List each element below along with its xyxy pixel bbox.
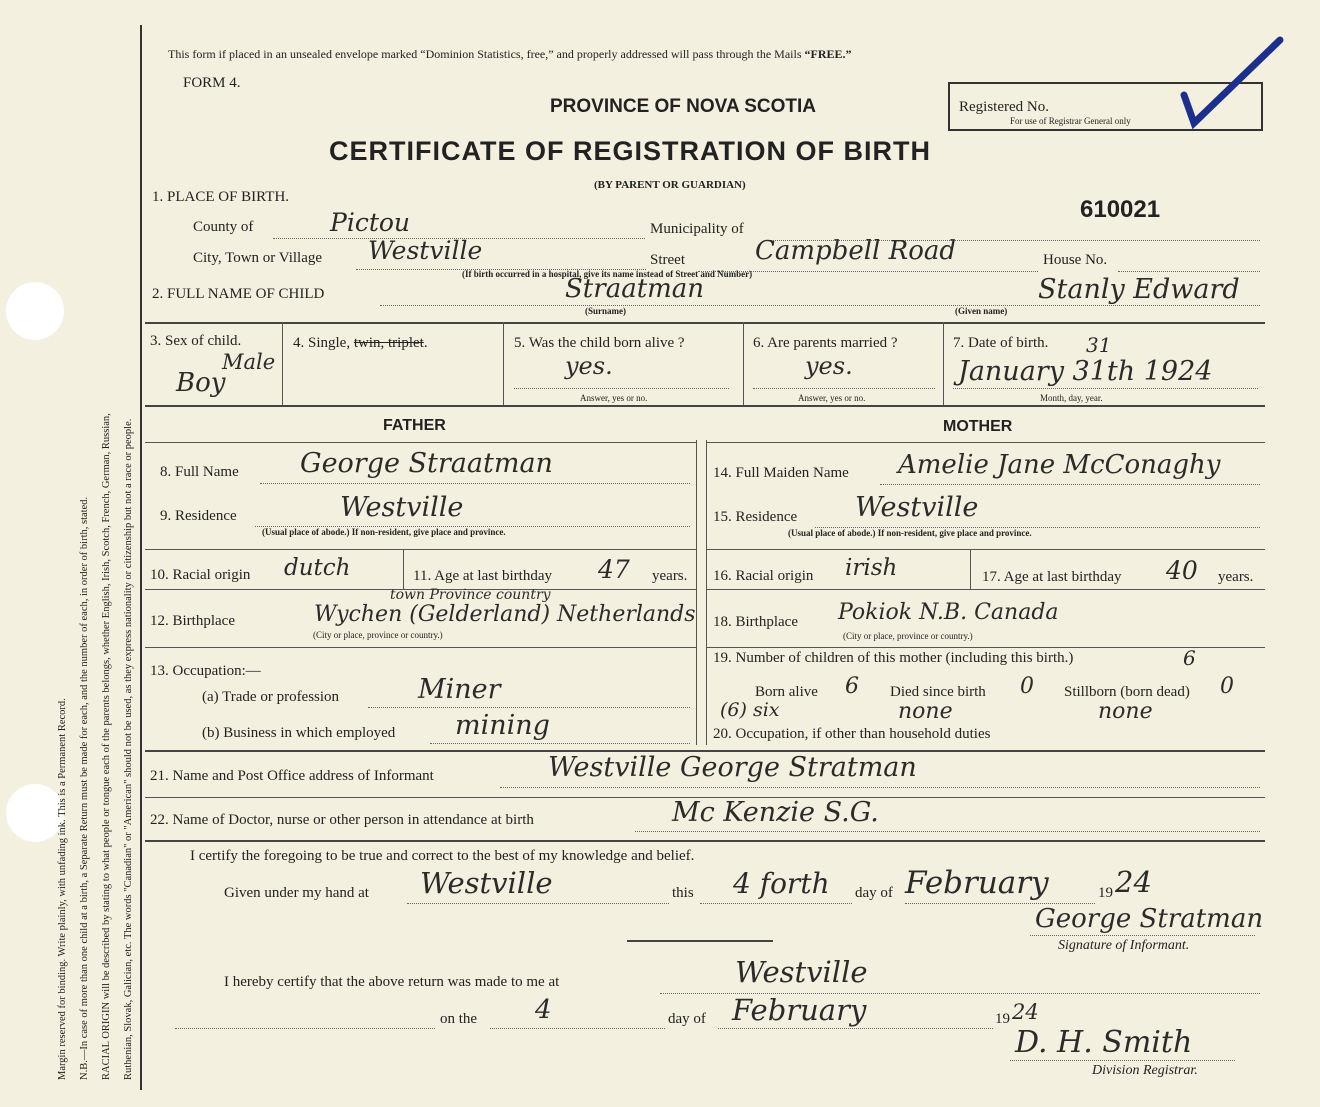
father-birthplace-value: Wychen (Gelderland) Netherlands	[314, 602, 696, 627]
mother-name-line	[880, 484, 1260, 485]
street-label: Street	[650, 252, 685, 268]
twin-triplet-struck: twin, triplet	[353, 335, 424, 351]
registrar-year: 24	[1012, 1000, 1039, 1024]
mother-racial-divider	[970, 549, 971, 589]
registrar-day-line	[490, 1028, 665, 1029]
born-alive-value: yes.	[565, 352, 613, 380]
street-value: Campbell Road	[755, 236, 956, 266]
dob-line	[953, 388, 1258, 389]
day-line	[700, 903, 852, 904]
trade-value: Miner	[418, 674, 501, 705]
stillborn-words: none	[1098, 699, 1153, 724]
single-prefix: 4. Single,	[293, 335, 351, 351]
married-line	[753, 388, 935, 389]
doctor-label: 22. Name of Doctor, nurse or other person in attendance at birth	[150, 812, 534, 828]
doctor-value: Mc Kenzie S.G.	[672, 797, 879, 828]
registrar-day: 4	[535, 995, 552, 1025]
father-racial-label: 10. Racial origin	[150, 567, 251, 583]
child-name-label: 2. FULL NAME OF CHILD	[152, 286, 325, 302]
registrar-caption: Division Registrar.	[1092, 1063, 1198, 1078]
registrar-use-note: For use of Registrar General only	[1010, 116, 1131, 126]
married-caption: Answer, yes or no.	[798, 393, 866, 403]
side-note-line4: Ruthenian, Slovak, Galician, etc. The words "Canadian" or "American" should not be used, as they express nationality or citizenship but not a race or people.	[123, 418, 134, 1080]
day-value: 4 forth	[733, 867, 830, 900]
mother-row-rule-1	[706, 549, 1265, 550]
registrar-signature-line	[1010, 1060, 1235, 1061]
margin-line	[140, 25, 142, 1090]
day-of-label: day of	[855, 885, 893, 901]
municipality-label: Municipality of	[650, 221, 744, 237]
row3-divider-2	[503, 322, 504, 405]
form-number: FORM 4.	[183, 75, 241, 91]
side-note-line1: Margin reserved for binding. Write plainly, with unfading ink. This is a Permanent Record.	[57, 698, 68, 1080]
parents-divider-right	[706, 440, 707, 745]
married-label: 6. Are parents married ?	[753, 335, 898, 351]
parents-divider-left	[696, 440, 697, 745]
surname-caption: (Surname)	[585, 306, 626, 316]
mother-birthplace-caption: (City or place, province or country.)	[843, 631, 973, 641]
side-note-line3: RACIAL ORIGIN will be described by stating to what people or tongue each of the parents belongs, whether English, Irish, Scotch, French, German, Russian,	[101, 413, 112, 1080]
binder-hole-bottom	[6, 784, 64, 842]
row3-top-border	[145, 322, 1265, 324]
dob-caption: Month, day, year.	[1040, 393, 1103, 403]
father-row-rule-3	[145, 647, 696, 648]
father-birthplace-label: 12. Birthplace	[150, 613, 235, 629]
father-name-label: 8. Full Name	[160, 464, 239, 480]
single-label	[293, 335, 428, 352]
father-birthplace-notes: town Province country	[390, 587, 551, 603]
mother-row-rule-3	[706, 647, 1265, 648]
father-name-line	[260, 483, 690, 484]
hospital-note: (If birth occurred in a hospital, give its name instead of Street and Number)	[462, 269, 753, 279]
informant-line	[500, 787, 1260, 788]
registered-label: Registered No.	[959, 99, 1049, 115]
given-under-hand-label: Given under my hand at	[224, 885, 369, 901]
father-heading-rule	[145, 442, 696, 443]
registrar-left-line	[175, 1028, 435, 1029]
mother-residence-label: 15. Residence	[713, 509, 798, 525]
mother-name-value: Amelie Jane McConaghy	[898, 450, 1221, 480]
dob-label: 7. Date of birth.	[953, 335, 1049, 351]
sex-value-boy: Boy	[176, 368, 226, 398]
born-alive-label: 5. Was the child born alive ?	[514, 335, 685, 351]
certify-statement: I certify the foregoing to be true and correct to the best of my knowledge and belief.	[190, 848, 695, 864]
father-age-value: 47	[598, 555, 630, 584]
father-row-rule-1	[145, 549, 696, 550]
registrar-signature: D. H. Smith	[1015, 1025, 1193, 1060]
father-racial-divider	[403, 549, 404, 589]
registrar-statement: I hereby certify that the above return was made to me at	[224, 974, 560, 990]
informant-signature: George Stratman	[1035, 904, 1264, 934]
father-heading: FATHER	[383, 417, 446, 434]
born-alive-count-label: Born alive	[755, 684, 818, 700]
province-heading: PROVINCE OF NOVA SCOTIA	[550, 96, 817, 117]
father-racial-value: dutch	[284, 555, 351, 581]
given-place-line	[407, 903, 669, 904]
mother-heading: MOTHER	[943, 418, 1013, 435]
document-title: CERTIFICATE OF REGISTRATION OF BIRTH	[329, 136, 931, 166]
father-residence-value: Westville	[340, 492, 464, 523]
died-since-birth-value: 0	[1020, 674, 1034, 699]
married-value: yes.	[805, 352, 853, 380]
month-value: February	[905, 865, 1049, 901]
stillborn-value: 0	[1220, 674, 1234, 699]
this-label: this	[672, 885, 694, 901]
row3-divider-1	[282, 322, 283, 405]
born-alive-words: (6) six	[720, 699, 780, 721]
father-age-label: 11. Age at last birthday	[413, 568, 552, 584]
year-value: 24	[1115, 865, 1152, 899]
mail-notice-text: This form if placed in an unsealed envelope marked “Dominion Statistics, free,” and properly addressed will pass through the Mails	[168, 47, 805, 61]
father-years: years.	[652, 568, 688, 584]
child-name-line	[380, 305, 1260, 306]
year-prefix: 19	[1098, 885, 1113, 901]
on-the-label: on the	[440, 1011, 478, 1027]
business-value: mining	[455, 710, 550, 741]
informant-label: 21. Name and Post Office address of Informant	[150, 768, 434, 784]
stillborn-label: Stillborn (born dead)	[1064, 684, 1190, 700]
born-alive-caption: Answer, yes or no.	[580, 393, 648, 403]
registrar-day-of-label: day of	[668, 1011, 706, 1027]
county-value: Pictou	[330, 208, 411, 237]
mother-racial-value: irish	[845, 555, 898, 581]
side-note-line2: N.B.—In case of more than one child at a birth, a Separate Return must be made for each, and the number of each, in order of birth, stated.	[79, 496, 90, 1080]
given-caption: (Given name)	[955, 306, 1008, 316]
mother-abode-caption: (Usual place of abode.) If non-resident, give place and province.	[788, 528, 1032, 538]
house-label: House No.	[1043, 252, 1108, 268]
registrar-month-line	[718, 1028, 993, 1029]
registrar-year-prefix: 19	[995, 1011, 1010, 1027]
county-label: County of	[193, 219, 254, 235]
document-subtitle: (BY PARENT OR GUARDIAN)	[594, 179, 746, 191]
sex-label: 3. Sex of child.	[150, 333, 242, 349]
row3-divider-4	[943, 322, 944, 405]
mother-row-rule-2	[706, 589, 1265, 590]
registrar-month: February	[732, 993, 867, 1027]
doctor-line	[635, 831, 1260, 832]
born-alive-count-value: 6	[845, 674, 859, 699]
mother-birthplace-label: 18. Birthplace	[713, 614, 798, 630]
mother-birthplace-value: Pokiok N.B. Canada	[838, 600, 1059, 625]
section-divider	[627, 940, 773, 942]
city-value: Westville	[368, 236, 483, 265]
dob-value: January 31th 1924	[958, 356, 1213, 387]
mother-heading-rule	[706, 442, 1265, 443]
child-given-value: Stanly Edward	[1038, 274, 1240, 305]
business-label: (b) Business in which employed	[202, 725, 396, 741]
dob-correction: 31	[1086, 333, 1112, 357]
mother-name-label: 14. Full Maiden Name	[713, 465, 849, 481]
row3-bottom-border	[145, 405, 1265, 407]
mail-notice-free: “FREE.”	[804, 47, 852, 61]
father-abode-caption: (Usual place of abode.) If non-resident, give place and province.	[262, 527, 506, 537]
mother-racial-label: 16. Racial origin	[713, 568, 814, 584]
registrar-place: Westville	[735, 955, 868, 989]
mother-residence-value: Westville	[855, 492, 979, 523]
mail-notice	[168, 47, 852, 62]
place-of-birth-label: 1. PLACE OF BIRTH.	[152, 189, 290, 205]
trade-label: (a) Trade or profession	[202, 689, 340, 705]
mother-years: years.	[1218, 569, 1254, 585]
mother-occupation-label: 20. Occupation, if other than household duties	[713, 726, 991, 742]
informant-signature-caption: Signature of Informant.	[1058, 938, 1190, 953]
given-place-value: Westville	[420, 866, 553, 900]
house-line	[1118, 271, 1260, 272]
mother-age-label: 17. Age at last birthday	[982, 569, 1122, 585]
informant-signature-line	[1030, 935, 1255, 936]
certificate-number: 610021	[1080, 196, 1161, 223]
children-count-label: 19. Number of children of this mother (including this birth.)	[713, 650, 1074, 666]
child-surname-value: Straatman	[565, 274, 705, 304]
mother-age-value: 40	[1166, 556, 1198, 585]
business-line	[430, 743, 690, 744]
father-name-value: George Straatman	[300, 448, 553, 479]
father-residence-label: 9. Residence	[160, 508, 237, 524]
died-since-birth-label: Died since birth	[890, 684, 986, 700]
died-words: none	[898, 699, 953, 724]
children-count-value: 6	[1183, 646, 1196, 670]
single-suffix: .	[423, 335, 428, 351]
occupation-label: 13. Occupation:—	[150, 663, 261, 679]
city-label: City, Town or Village	[193, 250, 323, 266]
born-alive-line	[514, 388, 729, 389]
father-birthplace-caption: (City or place, province or country.)	[313, 630, 443, 640]
binder-hole-top	[6, 282, 64, 340]
doctor-bottom-rule	[145, 840, 1265, 842]
row3-divider-3	[743, 322, 744, 405]
trade-line	[368, 707, 690, 708]
check-mark-icon	[1180, 35, 1290, 130]
informant-value: Westville George Stratman	[548, 752, 917, 783]
sex-value-male: Male	[222, 350, 276, 374]
